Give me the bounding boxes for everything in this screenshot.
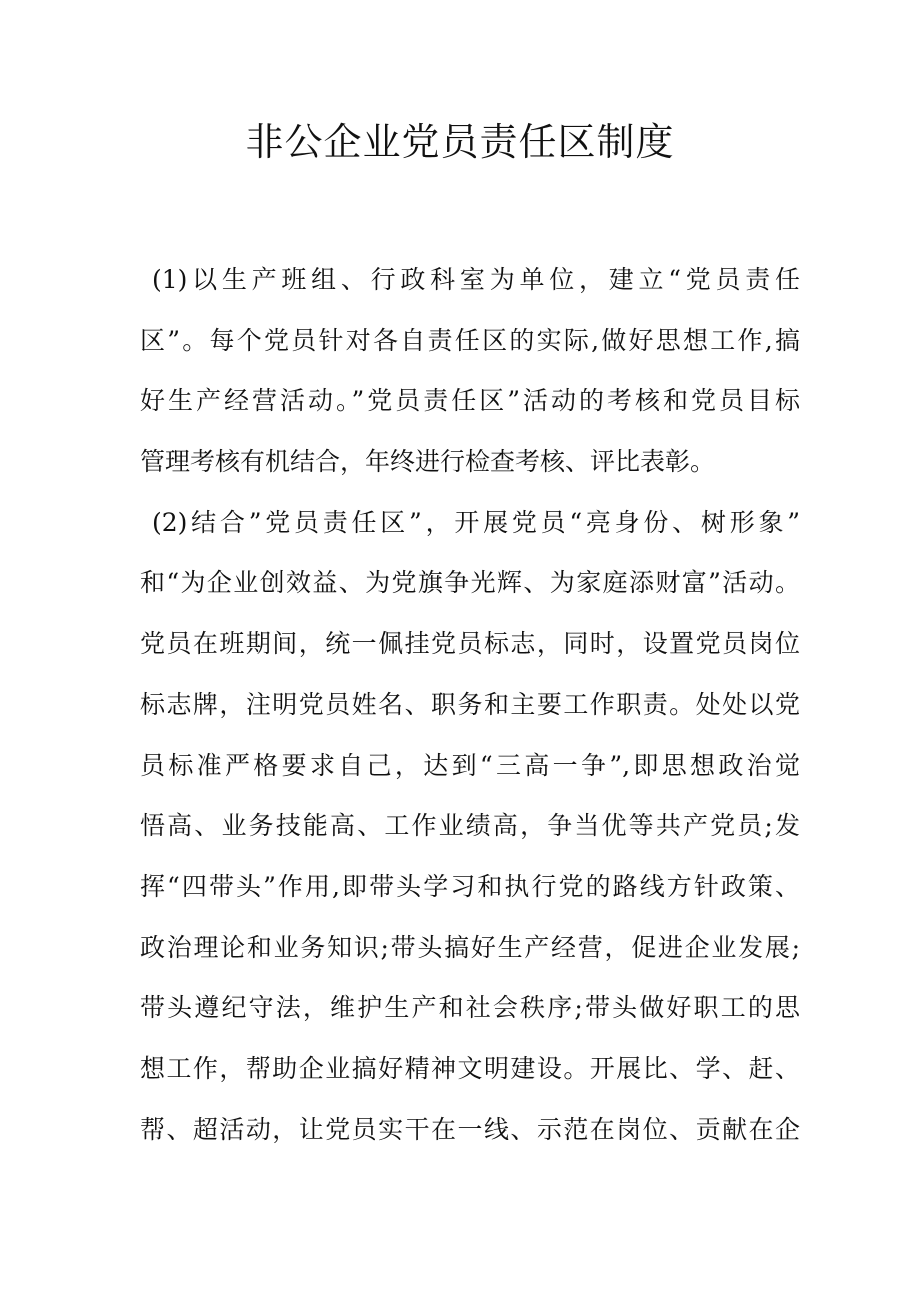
paragraph-2-line-8: 政治理论和业务知识;带头搞好生产经营，促进企业发展; [140, 932, 800, 962]
paragraph-2-line-2: 和“为企业创效益、为党旗争光辉、为家庭添财富”活动。 [140, 568, 800, 598]
paragraph-1-line-4: 管理考核有机结合，年终进行检查考核、评比表彰。 [140, 447, 716, 477]
document-body [140, 250, 800, 1160]
paragraph-2-line-9: 带头遵纪守法，维护生产和社会秩序;带头做好职工的思 [140, 993, 800, 1023]
paragraph-2-line-7: 挥“四带头”作用,即带头学习和执行党的路线方针政策、 [140, 871, 800, 901]
paragraph-1-line-1: (1)以生产班组、行政科室为单位，建立“党员责任 [152, 265, 800, 294]
paragraph-1-line-3: 好生产经营活动。”党员责任区”活动的考核和党员目标 [140, 386, 800, 416]
paragraph-2-line-3: 党员在班期间，统一佩挂党员标志，同时，设置党员岗位 [140, 629, 800, 659]
paragraph-1-line-2: 区”。每个党员针对各自责任区的实际,做好思想工作,搞 [140, 325, 800, 355]
paragraph-2-line-10: 想工作，帮助企业搞好精神文明建设。开展比、学、赶、 [140, 1053, 800, 1083]
paragraph-2-line-11: 帮、超活动，让党员实干在一线、示范在岗位、贡献在企 [140, 1114, 800, 1144]
document-title: 非公企业党员责任区制度 [245, 120, 675, 164]
paragraph-2-line-4: 标志牌，注明党员姓名、职务和主要工作职责。处处以党 [140, 689, 800, 719]
paragraph-2-line-5: 员标准严格要求自己，达到“三高一争”,即思想政治觉 [140, 750, 800, 780]
paragraph-2-line-1: (2)结合”党员责任区”，开展党员“亮身份、树形象” [152, 507, 800, 537]
paragraph-2-line-6: 悟高、业务技能高、工作业绩高，争当优等共产党员;发 [140, 811, 800, 841]
